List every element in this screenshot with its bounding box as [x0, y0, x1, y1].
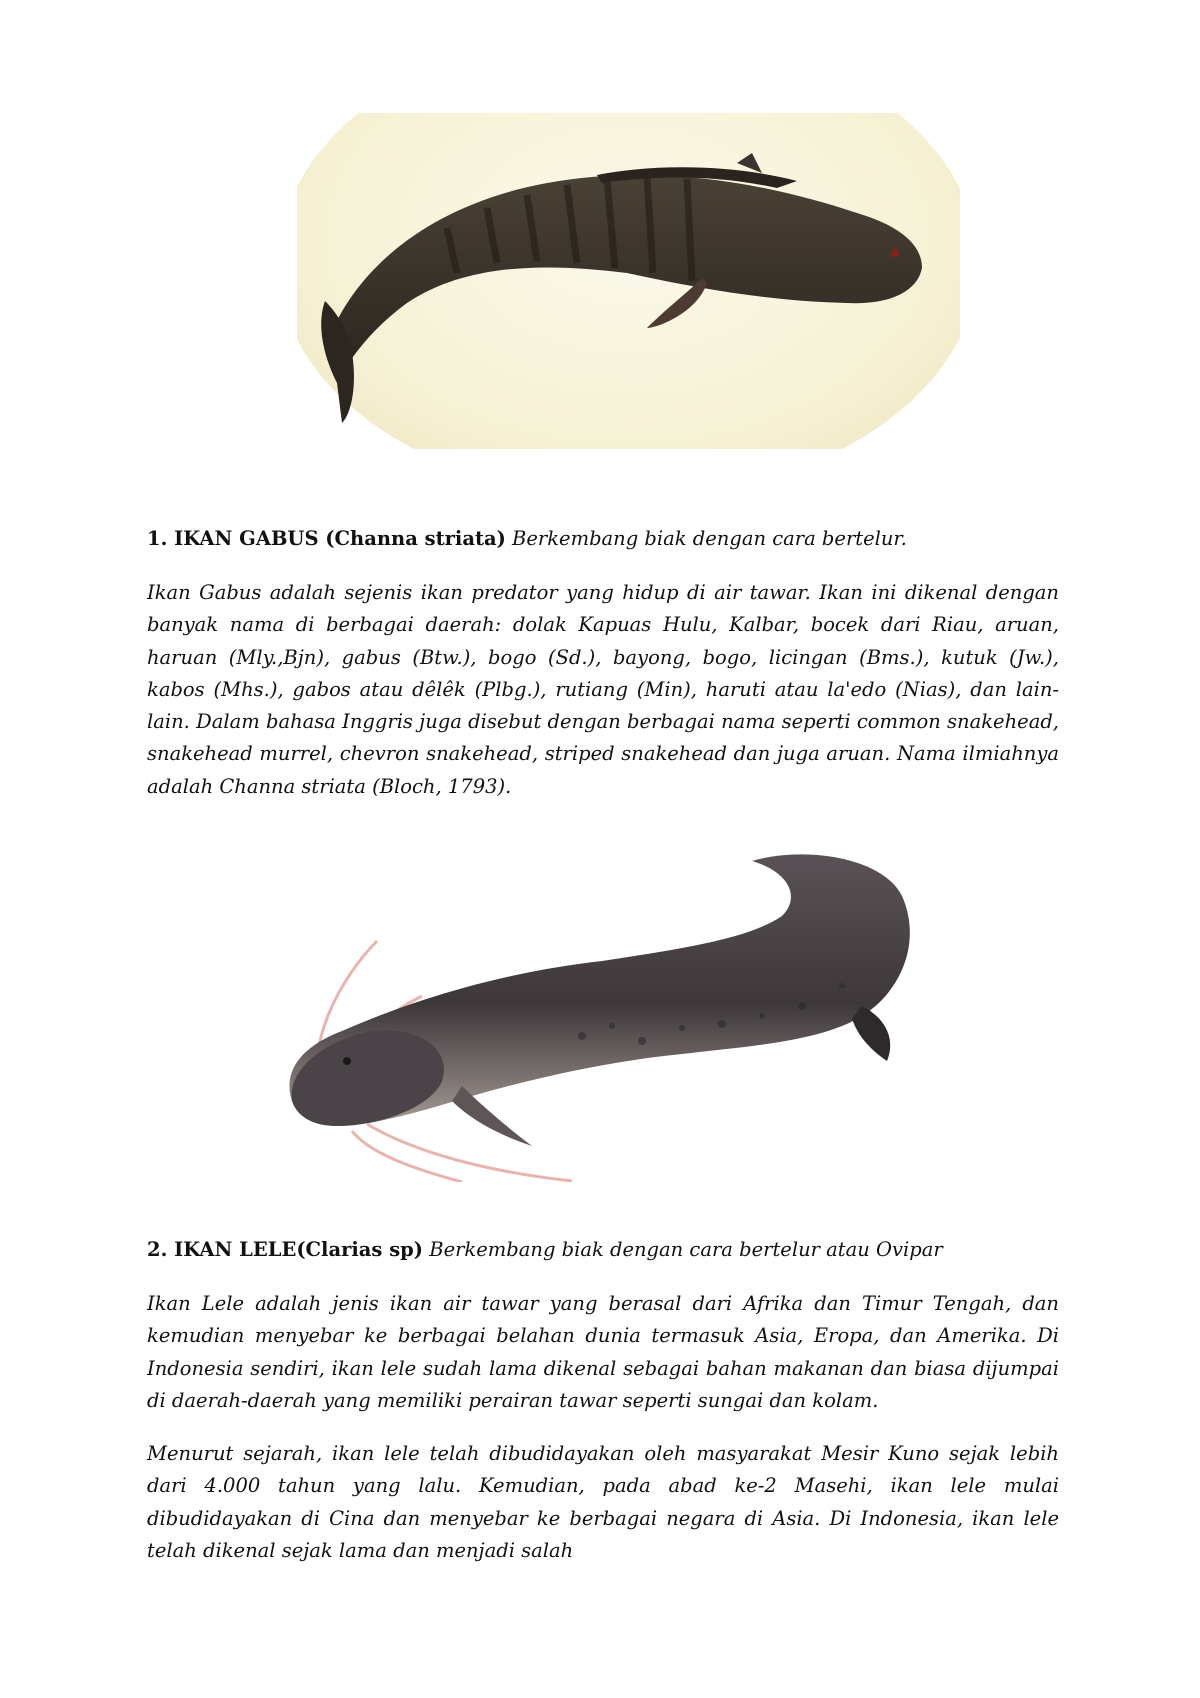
- catfish-icon: [282, 846, 932, 1182]
- paragraph-lele-1: Ikan Lele adalah jenis ikan air tawar yang berasal dari Afrika dan Timur Tengah, dan kemudian menyebar ke berbagai belahan dunia termasuk Asia, Eropa, dan Amerika. Di Indonesia sendiri, ikan lele sudah lama dikenal sebagai bahan makanan dan biasa dijumpai di daerah-daerah yang memiliki perairan tawar seperti sungai dan kolam.: [147, 1292, 1059, 1412]
- section-heading-gabus: [147, 525, 1059, 553]
- snakehead-fish-photo: [297, 113, 960, 449]
- heading-gabus-italic: Berkembang biak dengan cara bertelur.: [512, 527, 907, 550]
- paragraph-gabus: Ikan Gabus adalah sejenis ikan predator yang hidup di air tawar. Ikan ini dikenal dengan banyak nama di berbagai daerah: dolak Kapuas Hulu, Kalbar, bocek dari Riau, aruan, haruan (Mly.,Bjn), gabus (Btw.), bogo (Sd.), bayong, bogo, licingan (Bms.), kutuk (Jw.), kabos (Mhs.), gabos atau dêlêk (Plbg.), rutiang (Min), haruti atau la'edo (Nias), dan lain-lain. Dalam bahasa Inggris juga disebut dengan berbagai nama seperti common snakehead, snakehead murrel, chevron snakehead, striped snakehead dan juga aruan. Nama ilmiahnya adalah Channa striata (Bloch, 1793).: [147, 581, 1059, 798]
- heading-gabus-bold: 1. IKAN GABUS (Channa striata): [147, 527, 506, 550]
- section-heading-lele: [147, 1236, 1059, 1264]
- heading-lele-italic: Berkembang biak dengan cara bertelur atau Ovipar: [429, 1238, 943, 1261]
- heading-lele-bold: 2. IKAN LELE(Clarias sp): [147, 1238, 424, 1261]
- snakehead-fish-icon: [297, 113, 960, 449]
- paragraph-lele-2: Menurut sejarah, ikan lele telah dibudidayakan oleh masyarakat Mesir Kuno sejak lebih dari 4.000 tahun yang lalu. Kemudian, pada abad ke-2 Masehi, ikan lele mulai dibudidayakan di Cina dan menyebar ke berbagai negara di Asia. Di Indonesia, ikan lele telah dikenal sejak lama dan menjadi salah: [147, 1442, 1059, 1562]
- catfish-photo: [282, 846, 932, 1182]
